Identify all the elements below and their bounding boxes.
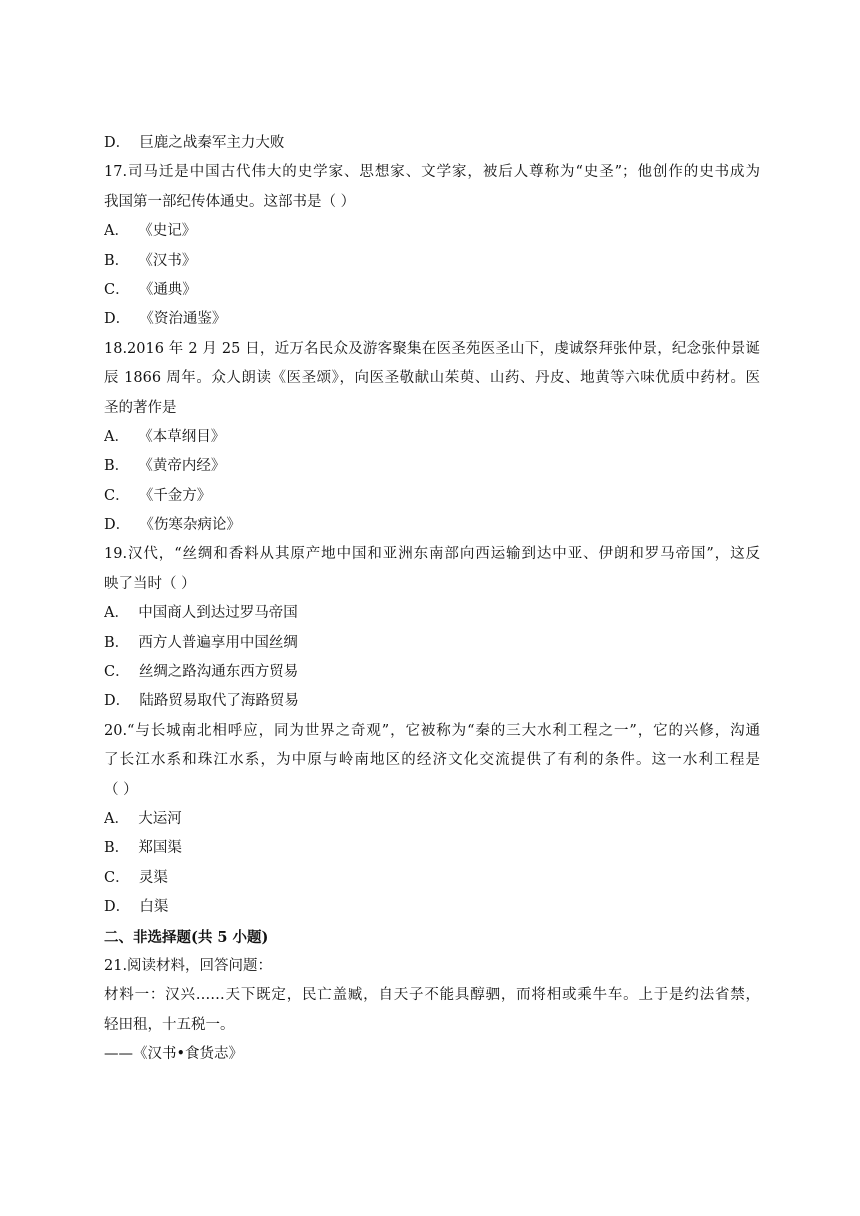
q17-option-d: D． 《资治通鉴》 [104, 311, 227, 328]
q18-option-a: A． 《本草纲目》 [104, 428, 226, 445]
q21-stem-line-1: 21.阅读材料，回答问题： [104, 957, 273, 974]
q20-option-d: D． 白渠 [104, 899, 169, 916]
q18-option-b: B． 《黄帝内经》 [104, 458, 226, 475]
q19-option-d: D． 陆路贸易取代了海路贸易 [104, 693, 299, 710]
q19-stem-line-2: 映了当时（ ） [104, 575, 196, 592]
q20-option-a: A． 大运河 [104, 810, 182, 827]
q20-stem-line-2: 了长江水系和珠江水系，为中原与岭南地区的经济文化交流提供了有利的条件。这一水利工程是 [104, 752, 760, 769]
q18-option-d: D． 《伤寒杂病论》 [104, 517, 241, 534]
q17-option-b: B． 《汉书》 [104, 252, 197, 269]
q17-option-c: C． 《通典》 [104, 281, 197, 298]
q21-material-line-1: 材料一：汉兴……天下既定，民亡盖臧，自天子不能具醇驷，而将相或乘牛车。上于是约法省禁， [104, 987, 760, 1004]
q21-citation: ——《汉书•食货志》 [104, 1046, 244, 1063]
q18-stem-line-1: 18.2016 年 2 月 25 日，近万名民众及游客聚集在医圣苑医圣山下，虔诚祭拜张仲景，纪念张仲景诞 [104, 340, 760, 357]
section-2-heading: 二、非选择题(共 5 小题) [104, 928, 269, 946]
q19-option-a: A． 中国商人到达过罗马帝国 [104, 605, 298, 622]
q21-material-line-2: 轻田租，十五税一。 [104, 1016, 235, 1033]
document-page [104, 129, 760, 1070]
q19-option-c: C． 丝绸之路沟通东西方贸易 [104, 664, 299, 681]
q20-option-b: B． 郑国渠 [104, 840, 182, 857]
q18-option-c: C． 《千金方》 [104, 487, 212, 504]
q18-stem-line-3: 圣的著作是 [104, 399, 177, 416]
q19-stem-line-1: 19.汉代，“丝绸和香料从其原产地中国和亚洲东南部向西运输到达中亚、伊朗和罗马帝国”，这反 [104, 546, 760, 563]
q18-stem-line-2: 辰 1866 周年。众人朗读《医圣颂》，向医圣敬献山茱萸、山药、丹皮、地黄等六味优质中药材。医 [104, 370, 760, 387]
q20-stem-line-3: （ ） [104, 781, 138, 798]
q20-stem-line-1: 20.“与长城南北相呼应，同为世界之奇观”，它被称为“秦的三大水利工程之一”，它的兴修，沟通 [104, 722, 760, 739]
q17-stem-line-1: 17.司马迁是中国古代伟大的史学家、思想家、文学家，被后人尊称为“史圣”；他创作的史书成为 [104, 164, 760, 181]
q19-option-b: B． 西方人普遍享用中国丝绸 [104, 634, 298, 651]
q20-option-c: C． 灵渠 [104, 869, 168, 886]
q17-stem-line-2: 我国第一部纪传体通史。这部书是（ ） [104, 193, 356, 210]
q16-option-d: D． 巨鹿之战秦军主力大败 [104, 135, 285, 151]
q17-option-a: A． 《史记》 [104, 223, 197, 240]
